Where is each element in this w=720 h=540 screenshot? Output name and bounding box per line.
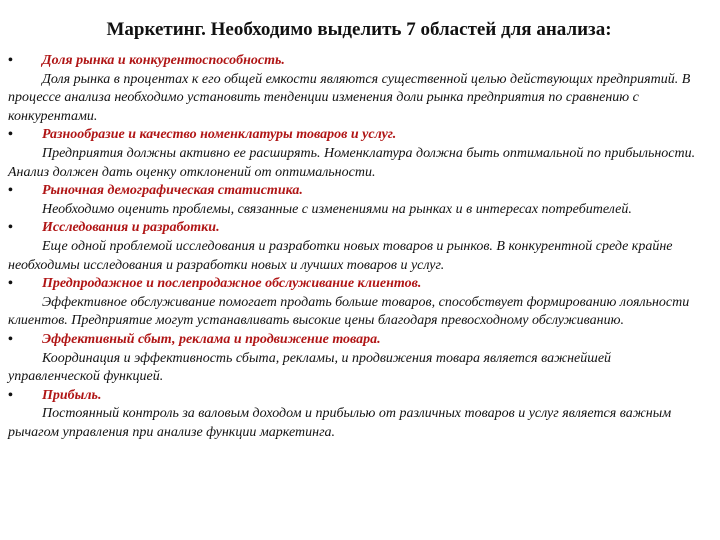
heading-text: Рыночная демографическая статистика. (42, 183, 303, 199)
section-product-range (8, 126, 698, 182)
heading-text: Исследования и разработки. (42, 220, 220, 236)
section-body: Предприятия должны активно ее расширять. Номенклатура должна быть оптимальной по прибыльности. Анализ должен дать оценку отклонений от оптимальности. (8, 145, 696, 180)
heading-text: Прибыль. (42, 387, 102, 403)
heading-text: Доля рынка и конкурентоспособность. (42, 53, 285, 68)
section-market-share (8, 52, 698, 126)
section-research (8, 219, 698, 275)
section-customer-service (8, 275, 698, 331)
bullet-icon: • (8, 53, 13, 68)
slide-title: Маркетинг. Необходимо выделить 7 областей для анализа: (106, 19, 612, 40)
section-heading (8, 331, 698, 350)
section-sales-promotion (8, 331, 698, 387)
section-heading (8, 387, 698, 406)
section-heading (8, 275, 698, 294)
section-body: Эффективное обслуживание помогает продать больше товаров, способствует формированию лояльности клиентов. Предприятие могут устанавливать высокие цены благодаря превосходному обслуживанию. (8, 294, 690, 329)
section-heading (8, 126, 698, 145)
bullet-icon: • (8, 183, 13, 199)
bullet-icon: • (8, 127, 13, 143)
bullet-icon: • (8, 276, 13, 292)
heading-text: Предпродажное и послепродажное обслуживание клиентов. (42, 276, 422, 292)
section-body: Необходимо оценить проблемы, связанные с изменениями на рынках и в интересах потребителей. (42, 201, 632, 217)
section-demographics (8, 182, 698, 219)
section-body: Еще одной проблемой исследования и разработки новых товаров и рынков. В конкурентной среде крайне необходимы исследования и разработки новых и лучших товаров и услуг. (8, 238, 673, 273)
heading-text: Разнообразие и качество номенклатуры товаров и услуг. (42, 127, 397, 143)
section-body: Постоянный контроль за валовым доходом и прибылью от различных товаров и услуг является важным рычагом управления при анализе функции маркетинга. (8, 406, 672, 440)
heading-text: Эффективный сбыт, реклама и продвижение товара. (42, 331, 381, 347)
section-body: Координация и эффективность сбыта, рекламы, и продвижения товара является важнейшей управленческой функцией. (8, 350, 612, 385)
section-heading (8, 52, 698, 71)
bullet-icon: • (8, 220, 13, 236)
bullet-icon: • (8, 331, 13, 347)
bullet-icon: • (8, 387, 13, 403)
section-heading (8, 182, 698, 201)
section-heading (8, 219, 698, 238)
section-profit (8, 387, 698, 443)
section-body: Доля рынка в процентах к его общей емкости являются существенной целью действующих предприятий. В процессе анализа необходимо установить тенденции изменения доли рынка предприятия по сравнению с конкурентами. (8, 71, 691, 124)
